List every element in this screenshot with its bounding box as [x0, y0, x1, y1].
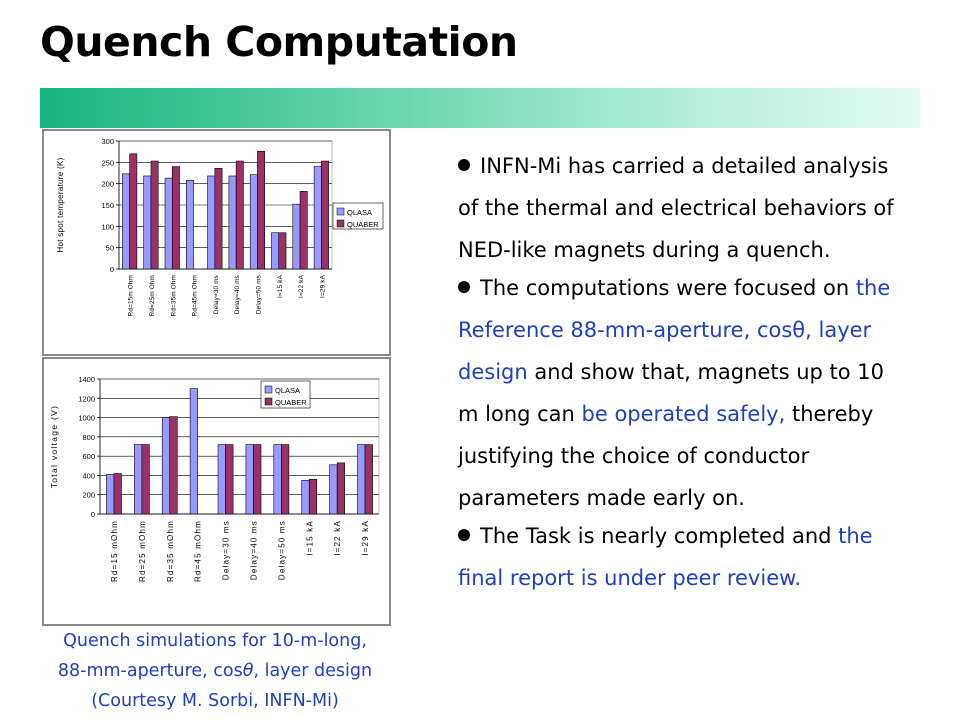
- hot-spot-temperature-chart-svg: [44, 131, 389, 354]
- bar-qlasa: [218, 445, 226, 514]
- hot-spot-temperature-chart: [42, 129, 391, 356]
- y-tick-label: 300: [101, 137, 114, 146]
- bar-quaber: [309, 479, 317, 514]
- bar-qlasa: [314, 167, 321, 269]
- bar-qlasa: [106, 474, 114, 514]
- x-category-label: Rd=25m Ohm: [148, 275, 156, 317]
- bullet-item: [458, 267, 908, 519]
- total-voltage-chart: [42, 357, 391, 626]
- bar-qlasa: [190, 389, 198, 514]
- bar-qlasa: [293, 204, 300, 269]
- x-category-label: I=22 kA: [333, 520, 343, 556]
- x-category-label: Delay=40 ms: [249, 520, 259, 581]
- bullet-text: The Task is nearly completed and: [480, 524, 839, 548]
- y-tick-label: 800: [82, 432, 95, 442]
- bullet-item: [458, 515, 908, 599]
- y-axis-label: Hot spot temperature (K): [56, 157, 65, 253]
- x-category-label: I=15 kA: [305, 520, 315, 556]
- x-category-label: Rd=35 mOhm: [165, 520, 175, 583]
- caption-theta: θ: [242, 661, 254, 681]
- bar-qlasa: [330, 465, 338, 514]
- legend-swatch: [337, 208, 344, 215]
- bullet-dot-icon: [458, 529, 470, 541]
- bullet-text: INFN-Mi has carried a detailed analysis of the thermal and electrical behaviors of NED-like magnets during a quench.: [458, 154, 894, 262]
- bar-quaber: [257, 151, 264, 269]
- bar-qlasa: [246, 445, 254, 514]
- bar-qlasa: [144, 176, 151, 269]
- caption-line-2b: , layer design: [253, 661, 373, 681]
- y-axis-label: Total voltage (V): [49, 404, 59, 489]
- bar-qlasa: [208, 176, 215, 269]
- bar-quaber: [279, 233, 286, 269]
- x-category-label: I=29 kA: [319, 275, 327, 298]
- x-category-label: Delay=40 ms: [234, 275, 242, 315]
- bullet-highlight-text: be operated safely,: [581, 402, 786, 426]
- bar-qlasa: [250, 175, 257, 269]
- bullet-text: and show that, magnets up to 10 m long can: [458, 360, 885, 426]
- legend-swatch: [337, 220, 344, 227]
- bar-qlasa: [229, 176, 236, 269]
- bar-quaber: [142, 445, 150, 514]
- bar-quaber: [321, 161, 328, 269]
- y-tick-label: 200: [101, 179, 114, 189]
- bar-quaber: [130, 154, 137, 269]
- bar-quaber: [172, 167, 179, 269]
- bar-qlasa: [272, 233, 279, 269]
- bar-qlasa: [302, 480, 310, 514]
- bar-quaber: [226, 445, 234, 514]
- bar-quaber: [114, 474, 122, 515]
- slide-title: Quench Computation: [40, 18, 518, 66]
- caption-line-2: [40, 656, 390, 686]
- legend-label: QLASA: [275, 386, 301, 395]
- y-tick-label: 0: [109, 265, 114, 274]
- bar-quaber: [365, 445, 373, 514]
- bar-qlasa: [358, 445, 366, 514]
- x-category-label: Rd=45 mOhm: [193, 520, 203, 583]
- y-tick-label: 250: [101, 158, 114, 168]
- x-category-label: Delay=30 ms: [212, 275, 220, 315]
- legend-label: QUABER: [275, 398, 307, 407]
- bar-quaber: [300, 191, 307, 269]
- title-gradient-bar: [40, 88, 920, 128]
- bullet-text: The computations were focused on: [480, 276, 856, 300]
- bar-qlasa: [162, 418, 170, 514]
- bar-quaber: [170, 417, 178, 514]
- bar-qlasa: [165, 178, 172, 269]
- x-category-label: Rd=45m Ohm: [191, 275, 199, 317]
- y-tick-label: 50: [105, 243, 114, 253]
- x-category-label: I=15 kA: [276, 275, 284, 298]
- legend-label: QLASA: [347, 208, 373, 217]
- y-tick-label: 150: [101, 201, 114, 210]
- bar-quaber: [151, 161, 158, 269]
- bar-quaber: [253, 445, 261, 514]
- bar-qlasa: [274, 445, 282, 514]
- caption-line-1: Quench simulations for 10-m-long,: [63, 631, 367, 651]
- bullet-highlight-text: the Reference 88-mm-aperture, cosθ, layer design: [458, 276, 891, 384]
- y-tick-label: 600: [82, 452, 95, 462]
- bullet-highlight-text: the final report is under peer review.: [458, 524, 873, 590]
- x-category-label: Delay=30 ms: [221, 520, 231, 581]
- bar-quaber: [281, 445, 289, 514]
- x-category-label: Rd=35m Ohm: [170, 275, 178, 317]
- bullet-text: thereby justifying the choice of conductor parameters made early on.: [458, 402, 874, 510]
- bullet-list: [458, 145, 908, 599]
- y-tick-label: 1400: [78, 375, 95, 384]
- x-category-label: Rd=15m Ohm: [127, 275, 135, 317]
- bullet-dot-icon: [458, 159, 470, 171]
- y-tick-label: 0: [90, 510, 95, 519]
- bar-qlasa: [122, 174, 129, 269]
- x-category-label: Delay=50 ms: [255, 275, 263, 315]
- bar-qlasa: [134, 445, 142, 514]
- y-tick-label: 400: [82, 471, 95, 481]
- x-category-label: I=22 kA: [298, 275, 306, 298]
- legend: [333, 203, 383, 229]
- bullet-item: [458, 145, 908, 271]
- legend: [261, 381, 310, 408]
- caption-line-2a: 88-mm-aperture, cos: [57, 661, 243, 681]
- y-tick-label: 1000: [78, 413, 95, 423]
- legend-swatch: [265, 398, 272, 405]
- bar-qlasa: [186, 180, 193, 269]
- x-category-label: Rd=15 mOhm: [109, 520, 119, 583]
- x-category-label: Rd=25 mOhm: [137, 520, 147, 583]
- y-tick-label: 200: [82, 490, 95, 500]
- legend-label: QUABER: [347, 220, 379, 229]
- bullet-dot-icon: [458, 281, 470, 293]
- total-voltage-chart-svg: [44, 359, 389, 624]
- legend-swatch: [265, 386, 272, 393]
- x-category-label: I=29 kA: [361, 520, 371, 556]
- bar-quaber: [215, 168, 222, 269]
- x-category-label: Delay=50 ms: [277, 520, 287, 581]
- figure-caption: [40, 626, 390, 716]
- y-tick-label: 1200: [78, 394, 95, 404]
- bar-quaber: [337, 463, 345, 514]
- bar-quaber: [236, 161, 243, 269]
- caption-line-3: (Courtesy M. Sorbi, INFN-Mi): [91, 691, 339, 711]
- y-tick-label: 100: [101, 222, 114, 232]
